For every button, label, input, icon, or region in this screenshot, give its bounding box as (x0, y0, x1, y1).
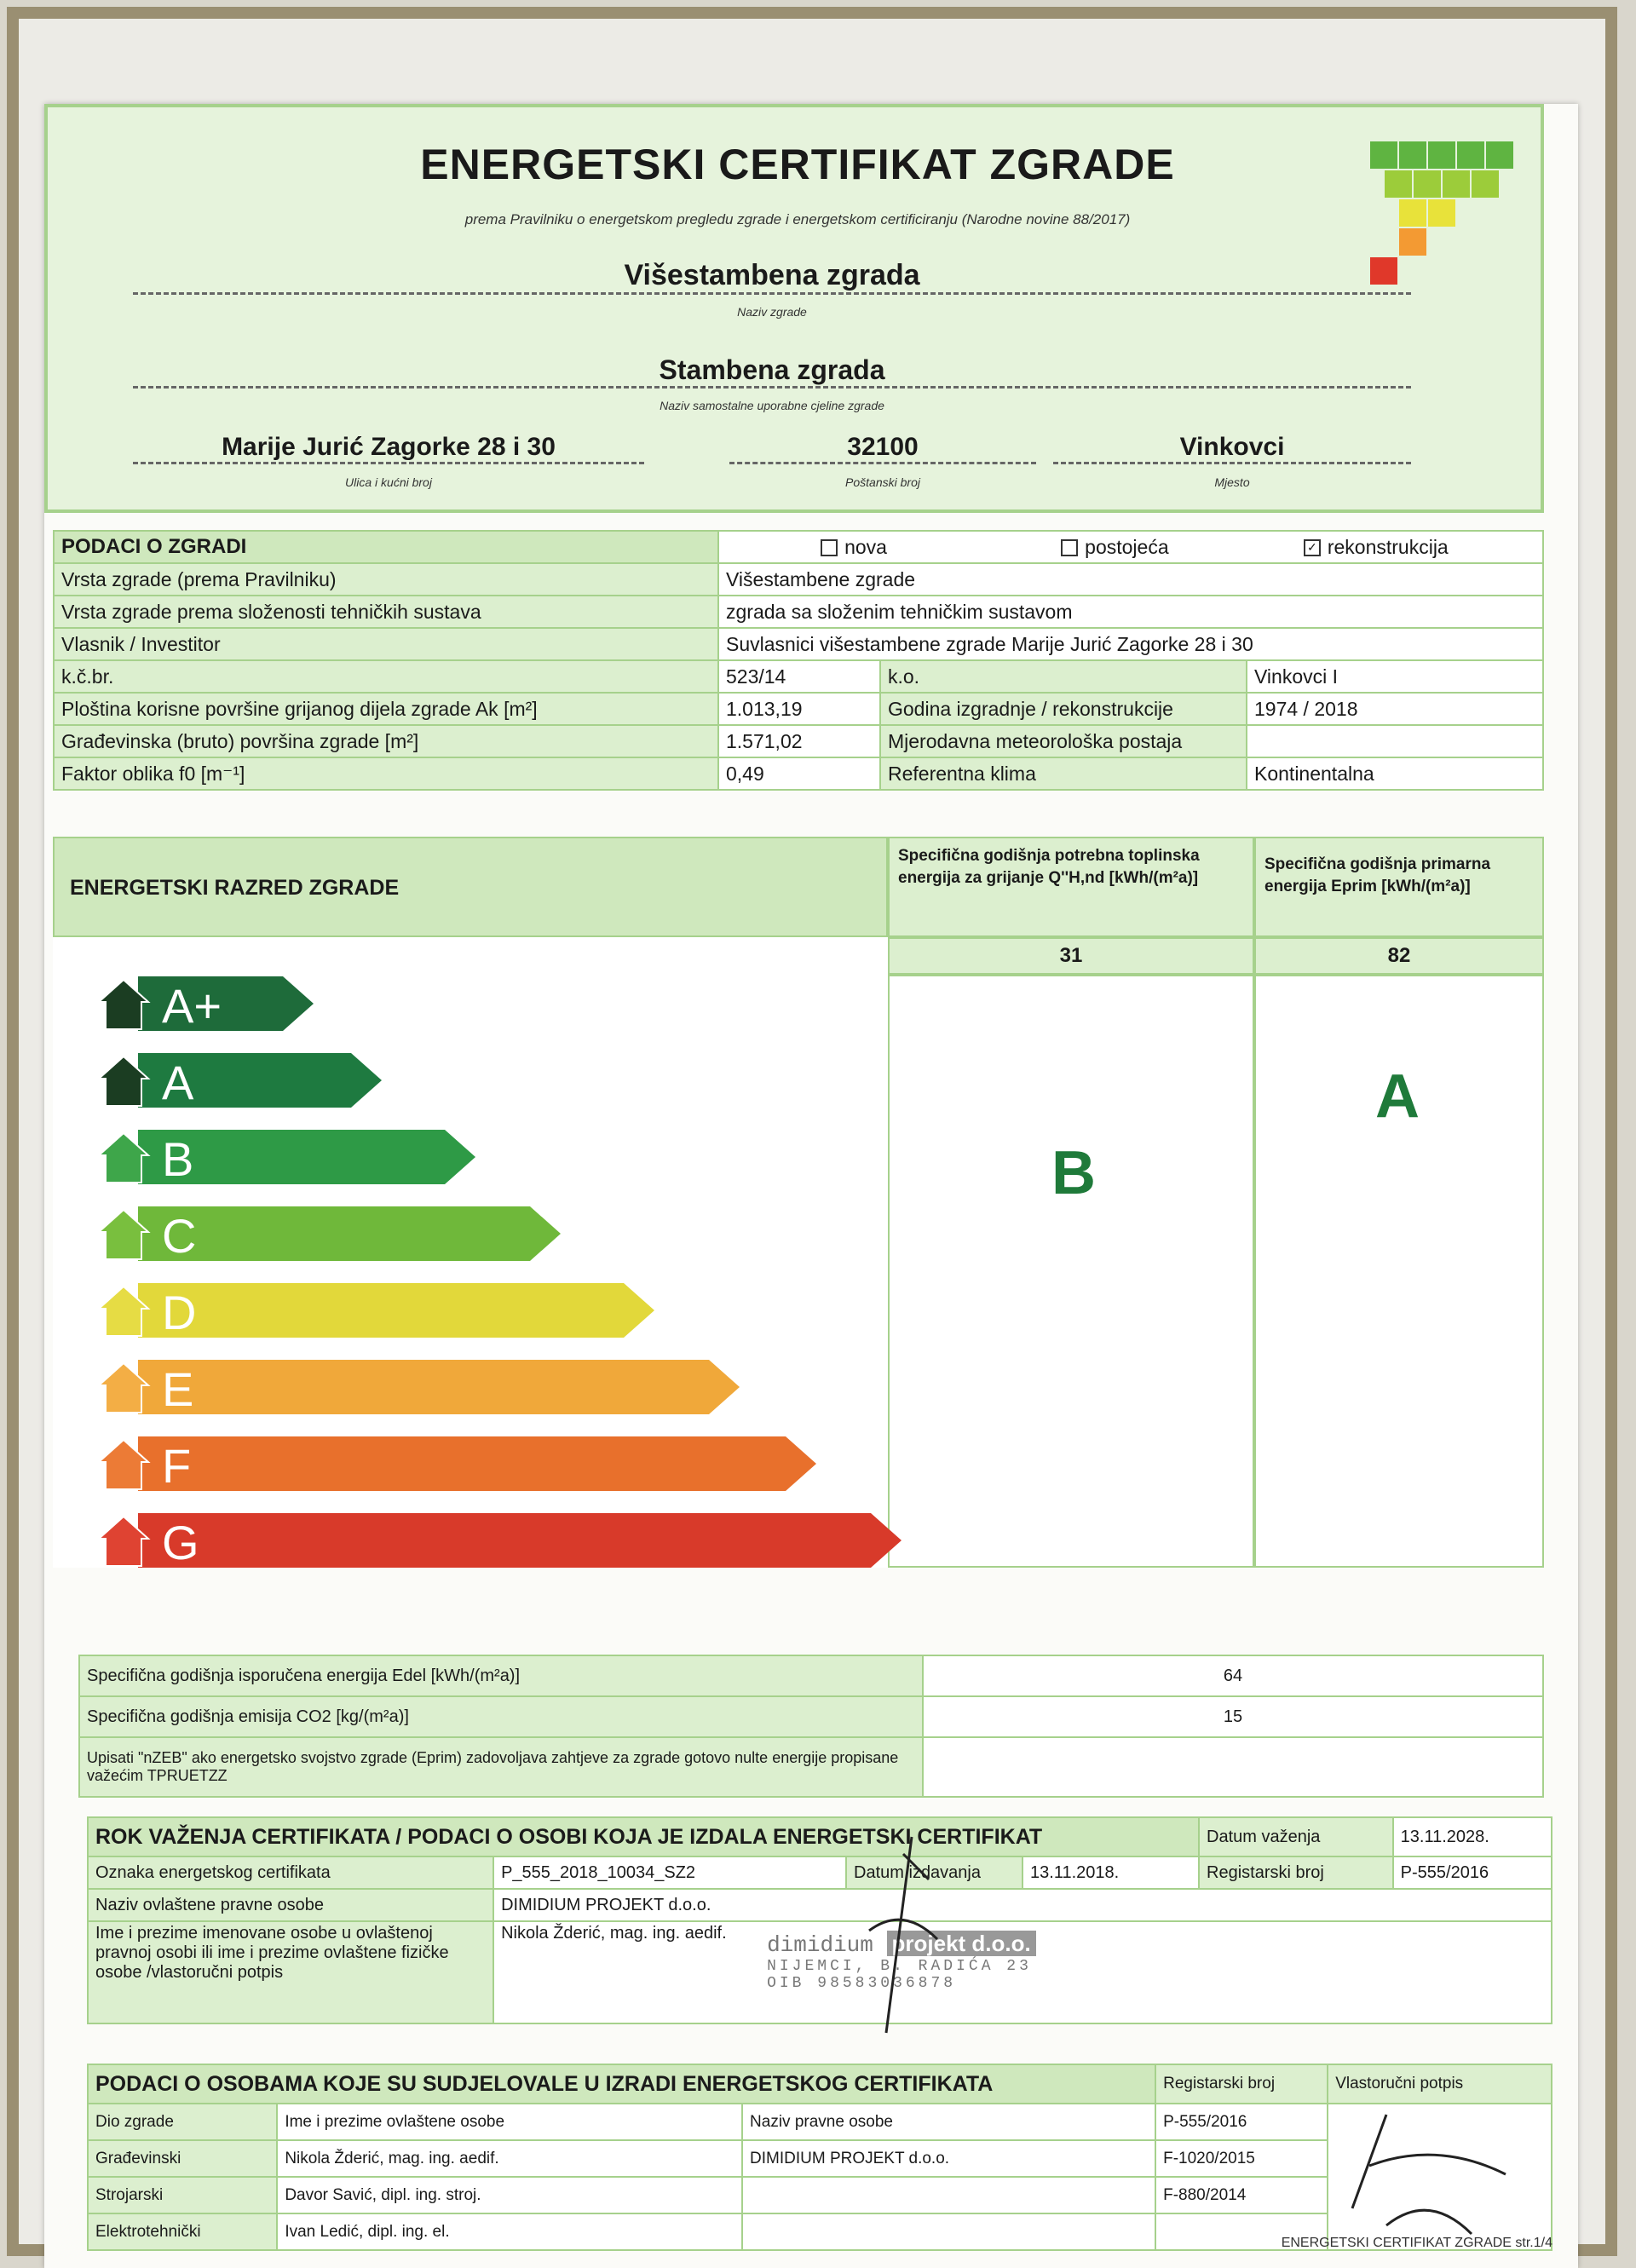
option-reconstruction-label: rekonstrukcija (1327, 535, 1449, 558)
issue-date-label: Datum izdavanja (846, 1856, 1022, 1889)
persons-reg-2: F-880/2014 (1155, 2177, 1328, 2213)
col2-label: Specifična godišnja primarna energija Eprim [kWh/(m²a)] (1264, 855, 1491, 895)
persons-reg-0: P-555/2016 (1155, 2104, 1328, 2140)
city-label: Mjesto (1214, 475, 1250, 489)
cert-mark-value: P_555_2018_10034_SZ2 (493, 1856, 846, 1889)
nzeb-value (923, 1737, 1543, 1797)
company-value: DIMIDIUM PROJEKT d.o.o. (493, 1889, 1552, 1921)
company-label: Naziv ovlaštene pravne osobe (88, 1889, 493, 1921)
house-icon (95, 1436, 152, 1493)
delivered-label: Specifična godišnja isporučena energija Edel [kWh/(m²a)] (79, 1655, 923, 1696)
issue-date-value: 13.11.2018. (1022, 1856, 1199, 1889)
page-footer: ENERGETSKI CERTIFIKAT ZGRADE str.1/4 (1281, 2236, 1552, 2250)
certificate-subtitle: prema Pravilniku o energetskom pregledu zgrade i energetskom certificiranju (Narodne novine 88/2017) (464, 211, 1131, 227)
co2-label: Specifična godišnja emisija CO2 [kg/(m²a)] (79, 1696, 923, 1737)
persons-sign-header: Vlastoručni potpis (1328, 2064, 1552, 2104)
street-address: Marije Jurić Zagorke 28 i 30 (133, 433, 644, 464)
certificate-header (44, 104, 1544, 513)
year-label: Godina izgradnje / rekonstrukcije (880, 693, 1247, 725)
checkbox-new[interactable] (821, 539, 838, 556)
house-icon (95, 1283, 152, 1339)
energy-class-letter: E (162, 1362, 194, 1416)
person-label: Ime i prezime imenovane osobe u ovlaštenoj pravnoj osobi ili ime i prezime ovlaštene fizičke osobe /vlastoručni potpis (88, 1921, 493, 2023)
shape-factor-value: 0,49 (718, 757, 880, 790)
certificate-sheet (44, 104, 1578, 2268)
persons-part: Građevinski (88, 2140, 277, 2177)
stamp-address: NIJEMCI, B. RADIĆA 23 (767, 1958, 1032, 1975)
shape-factor-label: Faktor oblika f0 [m⁻¹] (54, 757, 718, 790)
persons-name: Davor Savić, dipl. ing. stroj. (277, 2177, 742, 2213)
persons-company (742, 2177, 1155, 2213)
row-label: Vlasnik / Investitor (54, 628, 718, 660)
row-label: Vrsta zgrade (prema Pravilniku) (54, 563, 718, 596)
col1-value: 31 (888, 937, 1254, 975)
checkbox-existing[interactable] (1061, 539, 1078, 556)
postal-label: Poštanski broj (845, 475, 920, 489)
house-icon (95, 976, 152, 1033)
stamp-oib: OIB 98583036878 (767, 1975, 957, 1992)
station-value (1247, 725, 1543, 757)
climate-label: Referentna klima (880, 757, 1247, 790)
energy-class-section (53, 837, 1552, 1672)
house-icon (95, 1360, 152, 1416)
year-value: 1974 / 2018 (1247, 693, 1543, 725)
option-reconstruction[interactable] (1248, 536, 1504, 559)
col1-class-box (888, 975, 1254, 1568)
person-cell (493, 1921, 1552, 2023)
city: Vinkovci (1053, 433, 1411, 464)
ko-label: k.o. (880, 660, 1247, 693)
row-value: Suvlasnici višestambene zgrade Marije Jurić Zagorke 28 i 30 (718, 628, 1543, 660)
picture-frame (7, 7, 1617, 2256)
checkbox-reconstruction-checked[interactable]: ✓ (1304, 539, 1321, 556)
persons-company: DIMIDIUM PROJEKT d.o.o. (742, 2140, 1155, 2177)
persons-section-title: PODACI O OSOBAMA KOJE SU SUDJELOVALE U IZRADI ENERGETSKOG CERTIFIKATA (88, 2064, 1155, 2104)
col2-class-box (1254, 975, 1544, 1568)
col2-header (1254, 837, 1544, 937)
persons-name: Ivan Ledić, dipl. ing. el. (277, 2213, 742, 2250)
energy-class-letter: B (162, 1132, 194, 1186)
persons-company-header: Naziv pravne osobe (742, 2104, 1155, 2140)
kcbr-label: k.č.br. (54, 660, 718, 693)
energy-class-letter: F (162, 1439, 192, 1493)
persons-name: Nikola Žderić, mag. ing. aedif. (277, 2140, 742, 2177)
energy-class-letter: D (162, 1286, 197, 1339)
energy-class-letter: C (162, 1209, 197, 1263)
building-part-label: Naziv samostalne uporabne cjeline zgrade (660, 399, 884, 412)
energy-class-letter: A+ (162, 979, 222, 1033)
energy-section-header (53, 837, 888, 937)
persons-table (87, 2064, 1552, 2251)
building-data-table (53, 530, 1544, 791)
delivered-value: 64 (923, 1655, 1543, 1696)
validity-section-title: ROK VAŽENJA CERTIFIKATA / PODACI O OSOBI KOJA JE IZDALA ENERGETSKI CERTIFIKAT (88, 1817, 1199, 1856)
persons-company (742, 2213, 1155, 2250)
row-label: Vrsta zgrade prema složenosti tehničkih sustava (54, 596, 718, 628)
persons-part-header: Dio zgrade (88, 2104, 277, 2140)
option-new[interactable] (726, 536, 982, 559)
persons-part: Strojarski (88, 2177, 277, 2213)
row-value: zgrada sa složenim tehničkim sustavom (718, 596, 1543, 628)
stamp-name: dimidium (767, 1932, 873, 1958)
option-existing-label: postojeća (1085, 535, 1169, 558)
gross-area-label: Građevinska (bruto) površina zgrade [m²] (54, 725, 718, 757)
building-name: Višestambena zgrada (133, 259, 1411, 295)
reg-number-label: Registarski broj (1199, 1856, 1393, 1889)
col2-value: 82 (1254, 937, 1544, 975)
row-value: Višestambene zgrade (718, 563, 1543, 596)
building-part: Stambena zgrada (133, 354, 1411, 389)
col1-class-letter: B (1051, 1139, 1096, 1207)
cert-mark-label: Oznaka energetskog certifikata (88, 1856, 493, 1889)
building-section-title: PODACI O ZGRADI (54, 531, 718, 563)
company-stamp (767, 1931, 1159, 1992)
validity-table (87, 1816, 1552, 2024)
postal-code: 32100 (729, 433, 1036, 464)
nzeb-label: Upisati "nZEB" ako energetsko svojstvo zgrade (Eprim) zadovoljava zahtjeve za zgrade gotovo nulte energije propisane važećim TPRUETZZ (79, 1737, 923, 1797)
persons-reg-header: Registarski broj (1155, 2064, 1328, 2104)
persons-signature-cell (1328, 2104, 1552, 2250)
persons-reg-1: F-1020/2015 (1155, 2140, 1328, 2177)
valid-until-label: Datum važenja (1199, 1817, 1393, 1856)
ko-value: Vinkovci I (1247, 660, 1543, 693)
stamp-brand: projekt d.o.o. (887, 1931, 1036, 1956)
col1-label: Specifična godišnja potrebna toplinska energija za grijanje Q''H,nd [kWh/(m²a)] (898, 847, 1200, 887)
house-icon (95, 1206, 152, 1263)
energy-class-letter: G (162, 1516, 199, 1569)
gross-area-value: 1.571,02 (718, 725, 880, 757)
street-label: Ulica i kućni broj (345, 475, 432, 489)
house-icon (95, 1053, 152, 1109)
energy-extra-table (78, 1655, 1544, 1798)
house-icon (95, 1130, 152, 1186)
valid-until-value: 13.11.2028. (1393, 1817, 1552, 1856)
energy-class-letter: A (162, 1056, 194, 1109)
area-value: 1.013,19 (718, 693, 880, 725)
col2-class-letter: A (1375, 1062, 1420, 1131)
option-existing[interactable] (987, 536, 1242, 559)
col1-header (888, 837, 1254, 937)
persons-name-header: Ime i prezime ovlaštene osobe (277, 2104, 742, 2140)
certificate-title: ENERGETSKI CERTIFIKAT ZGRADE (420, 141, 1175, 188)
issuer-signature (852, 1828, 954, 2050)
area-label: Ploština korisne površine grijanog dijela zgrade Ak [m²] (54, 693, 718, 725)
building-type-options (718, 531, 1543, 563)
climate-value: Kontinentalna (1247, 757, 1543, 790)
kcbr-value: 523/14 (718, 660, 880, 693)
station-label: Mjerodavna meteorološka postaja (880, 725, 1247, 757)
persons-part: Elektrotehnički (88, 2213, 277, 2250)
person-value: Nikola Žderić, mag. ing. aedif. (501, 1924, 727, 1943)
building-name-label: Naziv zgrade (737, 305, 807, 319)
reg-number-value: P-555/2016 (1393, 1856, 1552, 1889)
co2-value: 15 (923, 1696, 1543, 1737)
persons-signature (1335, 2106, 1540, 2242)
option-new-label: nova (844, 535, 887, 558)
house-icon (95, 1513, 152, 1569)
energy-section-title: ENERGETSKI RAZRED ZGRADE (70, 876, 400, 900)
